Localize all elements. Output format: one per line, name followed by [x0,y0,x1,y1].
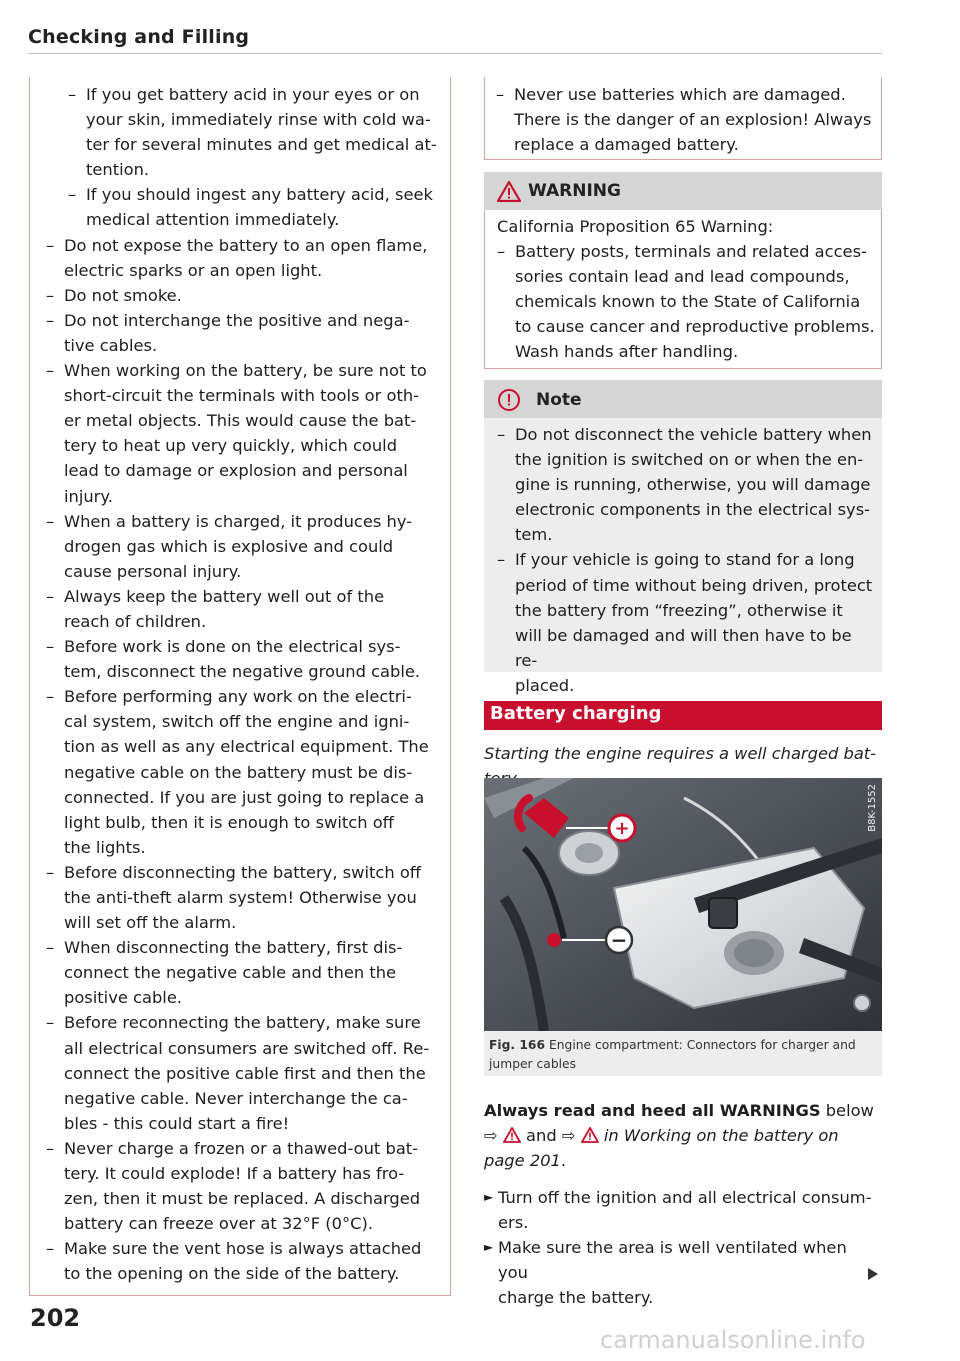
list-item-line: er metal objects. This would cause the bat- [64,411,417,431]
bullet-dash: – [46,862,55,882]
bullet-dash: – [46,235,55,255]
note-list-item [497,547,877,698]
bullet-dash: – [46,310,55,330]
warning-intro: California Proposition 65 Warning: [497,217,774,236]
list-item-line: short-circuit the terminals with tools or oth- [64,386,420,406]
list-item-line: Make sure the vent hose is always attached [64,1239,422,1259]
list-item-line: cause personal injury. [64,561,242,581]
positive-terminal-label: + [614,818,630,839]
step-triangle-icon: ► [484,1190,494,1204]
left-list-item [46,283,440,308]
bullet-dash: – [46,361,55,381]
negative-terminal-label: − [610,928,628,952]
step-list-item [484,1185,880,1235]
list-item-line: Do not expose the battery to an open flame, [64,235,428,255]
list-item-line: connect the negative cable and then the [64,963,397,983]
list-item-line: Before reconnecting the battery, make sure [64,1013,421,1033]
list-item-line: negative cable. Never interchange the ca- [64,1088,408,1108]
list-item-line: Do not disconnect the vehicle battery when [515,425,872,444]
note-list [497,422,877,698]
left-list-item [46,684,440,860]
step-list [484,1185,880,1310]
list-item-line: tery to heat up very quickly, which could [64,436,398,456]
list-item-line: If you should ingest any battery acid, seek [86,185,433,205]
watermark: carmanualsonline.info [600,1326,866,1354]
inline-warning-icon [503,1127,521,1143]
list-item-line: battery can freeze over at 32°F (0°C). [64,1214,374,1234]
list-item-line: bles - this could start a fire! [64,1113,290,1133]
after-bold-text: below [820,1101,874,1120]
reference-arrow: ⇨ [484,1126,498,1146]
period: . [560,1151,567,1171]
bullet-dash: – [46,687,55,707]
list-item-line: negative cable on the battery must be dis- [64,762,413,782]
and-text: and [520,1126,562,1146]
list-item-line: tery. It could explode! If a battery has fro- [64,1164,405,1184]
figure-caption-text: Engine compartment: Connectors for charger and [548,1038,856,1052]
figure-caption-label: Fig. 166 [489,1038,546,1052]
list-item-line: If you get battery acid in your eyes or on [86,85,420,104]
list-item-line: There is the danger of an explosion! Always [514,110,872,130]
warnings-reference-paragraph [484,1098,880,1173]
list-item-line: Turn off the ignition and all electrical consum- [498,1188,872,1207]
bullet-dash: – [496,85,505,104]
list-item-line: ers. [498,1213,529,1233]
list-item-line: will set off the alarm. [64,913,237,933]
list-item-line: electric sparks or an open light. [64,260,323,280]
list-item-line: cal system, switch off the engine and igni- [64,712,410,732]
warning-title: WARNING [528,181,621,201]
note-title: Note [536,390,582,410]
list-item-line: light bulb, then it is enough to switch off [64,812,394,832]
bullet-dash: – [68,85,77,104]
list-item-line: When disconnecting the battery, first dis- [64,938,403,958]
step-list-item [484,1235,880,1310]
list-item-line: Before disconnecting the battery, switch off [64,862,422,882]
left-list-item [46,182,440,232]
list-item-line: Wash hands after handling. [515,342,739,362]
left-list-item [46,935,440,1010]
list-item-line: Make sure the area is well ventilated when you [498,1238,847,1283]
list-item-line: Before work is done on the electrical sys- [64,637,401,657]
engine-compartment-figure [484,778,882,1031]
list-item-line: tive cables. [64,335,158,355]
left-list-item [46,233,440,283]
bullet-dash: – [497,550,506,570]
bullet-dash: – [46,938,55,958]
list-item-line: replace a damaged battery. [514,135,739,155]
list-item-line: Never charge a frozen or a thawed-out bat- [64,1138,419,1158]
list-item-line: electronic components in the electrical sys- [515,500,871,520]
bullet-dash: – [497,425,506,444]
list-item-line: When a battery is charged, it produces hy- [64,511,413,531]
reference-arrow: ⇨ [561,1126,576,1146]
caution-list [496,82,876,157]
warning-list-item [497,239,877,364]
bullet-dash: – [46,285,55,305]
list-item-line: Battery posts, terminals and related acces- [515,242,867,261]
bold-lead: Always read and heed all WARNINGS [484,1101,821,1120]
figure-caption [489,1036,879,1074]
left-list-item [46,1236,440,1286]
list-item-line: the ignition is switched on or when the en- [515,450,864,470]
list-item-line: Always keep the battery well out of the [64,586,385,606]
list-item-line: connected. If you are just going to replace a [64,787,425,807]
step-triangle-icon: ► [484,1240,494,1255]
left-list-item [46,1010,440,1135]
left-list-item [46,584,440,634]
left-list-item [46,1136,440,1236]
header-divider [28,53,882,54]
bullet-dash: – [497,242,506,261]
list-item-line: Before performing any work on the electri- [64,687,412,707]
bullet-dash: – [46,1013,55,1033]
bullet-dash: – [46,1138,55,1158]
list-item-line: If your vehicle is going to stand for a long [515,550,855,570]
warning-triangle-icon [497,180,521,202]
section-intro-line: Starting the engine requires a well charged bat- [484,744,877,763]
list-item-line: Do not interchange the positive and nega- [64,310,410,330]
list-item-line: tention. [86,160,150,180]
left-list-item [46,308,440,358]
list-item-line: Never use batteries which are damaged. [514,85,846,104]
list-item-line: the anti-theft alarm system! Otherwise you [64,888,417,907]
list-item-line: period of time without being driven, protect [515,575,873,595]
list-item-line: to cause cancer and reproductive problems. [515,317,875,337]
list-item-line: injury. [64,486,113,506]
list-item-line: your skin, immediately rinse with cold wa- [86,110,431,130]
page-header-title: Checking and Filling [28,26,250,48]
bullet-dash: – [68,185,77,205]
list-item-line: reach of children. [64,611,207,631]
list-item-line: tion as well as any electrical equipment. The [64,737,429,757]
list-item-line: gine is running, otherwise, you will damage [515,475,871,495]
page-number: 202 [30,1304,81,1332]
list-item-line: drogen gas which is explosive and could [64,536,394,556]
list-item-line: Do not smoke. [64,285,182,305]
left-list-item [46,860,440,935]
list-item-line: positive cable. [64,988,183,1008]
reference-italic[interactable]: in Working on the battery on [598,1126,839,1146]
bullet-dash: – [46,637,55,657]
left-bullet-list [46,82,440,1287]
list-item-line: sories contain lead and lead compounds, [515,267,850,287]
inline-warning-icon [581,1127,599,1143]
list-item-line: zen, then it must be replaced. A discharged [64,1189,421,1209]
list-item-line: will be damaged and will then have to be re- [515,625,852,670]
list-item-line: the lights. [64,837,146,857]
figure-id: B8K-1552 [867,784,878,832]
note-list-item [497,422,877,547]
list-item-line: chemicals known to the State of California [515,292,861,312]
list-item-line: tem, disconnect the negative ground cable. [64,662,421,682]
continue-arrow-icon [867,1267,879,1281]
list-item-line: tem. [515,525,553,545]
list-item-line: lead to damage or explosion and personal [64,461,408,481]
figure-caption-text-2: jumper cables [489,1057,577,1071]
note-exclamation-icon [496,388,522,412]
reference-page-italic[interactable]: page 201 [484,1151,561,1171]
list-item-line: to the opening on the side of the battery. [64,1264,400,1284]
bullet-dash: – [46,1239,55,1259]
section-title: Battery charging [490,703,662,724]
list-item-line: placed. [515,675,575,695]
bullet-dash: – [46,511,55,531]
list-item-line: all electrical consumers are switched off. Re- [64,1038,430,1058]
list-item-line: connect the positive cable first and then the [64,1063,426,1083]
left-list-item [46,509,440,584]
list-item-line: When working on the battery, be sure not to [64,361,427,381]
warning-list [497,239,877,364]
caution-list-item [496,82,876,157]
left-warning-box-bottom [29,1295,451,1296]
bullet-dash: – [46,586,55,606]
engine-compartment-illustration [484,778,882,1031]
left-list-item [46,358,440,509]
list-item-line: charge the battery. [498,1288,654,1308]
list-item-line: medical attention immediately. [86,210,340,230]
list-item-line: ter for several minutes and get medical at- [86,135,437,155]
left-list-item [46,634,440,684]
left-list-item [46,82,440,182]
list-item-line: the battery from “freezing”, otherwise it [515,600,843,620]
